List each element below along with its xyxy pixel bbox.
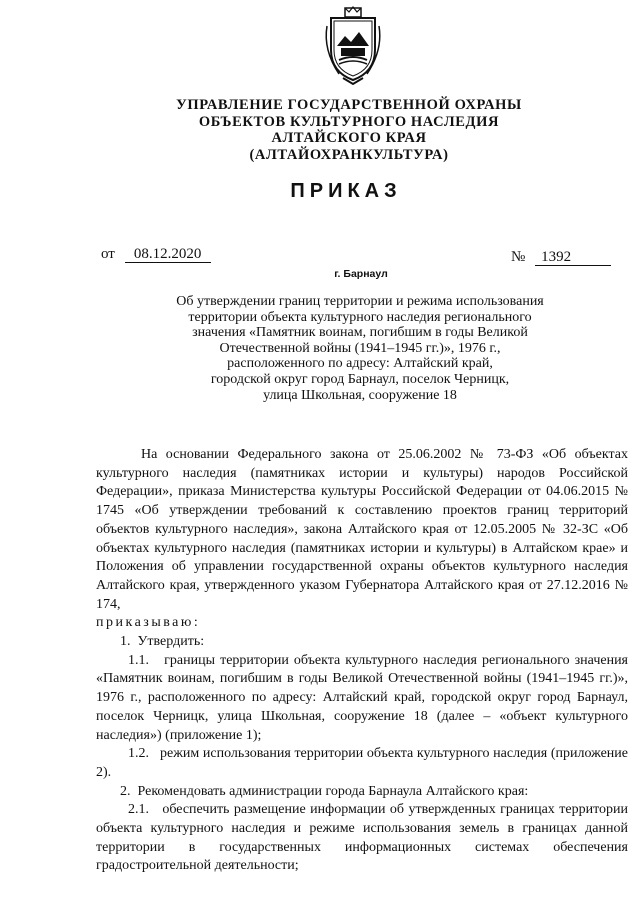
subject-line: Об утверждении границ территории и режима использования	[176, 294, 544, 309]
organization-name	[0, 97, 640, 163]
date-field	[101, 246, 211, 263]
document-type-title: ПРИКАЗ	[290, 180, 402, 202]
preamble-paragraph: На основании Федерального закона от 25.06.2002 № 73-ФЗ «Об объектах культурного наследия (памятниках истории и культуры) народов Российской Федерации», приказа Министерства культуры Российской Федерации от 04.06.2015 № 1745 «Об утверждении требований к составлению проектов границ территорий объектов культурного наследия», закона Алтайского края от 12.05.2005 № 32-ЗС «Об объектах культурного наследия (памятниках истории и культуры) в Алтайском крае» и Положения об управлении государственной охраны объектов культурного наследия Алтайского края, утвержденного указом Губернатора Алтайского края от 27.12.2016 № 174,	[96, 447, 628, 612]
document-body	[96, 446, 628, 876]
number-field	[511, 249, 611, 266]
number-prefix: №	[511, 249, 526, 265]
item-1-2: 1.2. режим использования территории объекта культурного наследия (приложение 2).	[96, 746, 628, 780]
subject-line: улица Школьная, сооружение 18	[263, 387, 457, 403]
org-line-3: АЛТАЙСКОГО КРАЯ	[271, 130, 427, 146]
subject-line: Отечественной войны (1941–1945 гг.)», 1976 г.,	[219, 340, 501, 356]
subject-line: значения «Памятник воинам, погибшим в годы Великой	[192, 325, 528, 341]
date-value: 08.12.2020	[125, 247, 211, 263]
coat-of-arms-icon	[321, 6, 385, 86]
subject-line: городской округ город Барнаул, поселок Черницк,	[210, 371, 510, 387]
subject-line: территории объекта культурного наследия регионального	[188, 309, 532, 325]
org-line-2: ОБЪЕКТОВ КУЛЬТУРНОГО НАСЛЕДИЯ	[198, 113, 500, 130]
item-2: 2. Рекомендовать администрации города Барнаула Алтайского края:	[120, 783, 529, 799]
subject-line: расположенного по адресу: Алтайский край,	[227, 356, 493, 372]
item-1: 1. Утвердить:	[120, 634, 205, 650]
item-2-1: 2.1. обеспечить размещение информации об утвержденных границах территории объекта культурного наследия и режиме использования земель в границах данной территории в государственных информационных системах обеспечения градостроительной деятельности;	[96, 802, 628, 874]
order-word: приказываю:	[96, 615, 201, 631]
date-prefix: от	[101, 246, 115, 262]
document-subject	[150, 294, 570, 403]
org-line-4: (АЛТАЙОХРАНКУЛЬТУРА)	[249, 146, 449, 163]
city: г. Барнаул	[334, 268, 388, 280]
item-1-1: 1.1. границы территории объекта культурного наследия регионального значения «Памятник воинам, погибшим в годы Великой Отечественной войны (1941–1945 гг.)», 1976 г., расположенного по адресу: Алтайский край, городской округ город Барнаул, поселок Черницк, улица Школьная, сооружение 18 (далее – «объект культурного наследия») (приложение 1);	[96, 652, 628, 743]
number-value: 1392	[535, 250, 611, 266]
org-line-1: УПРАВЛЕНИЕ ГОСУДАРСТВЕННОЙ ОХРАНЫ	[176, 97, 522, 113]
